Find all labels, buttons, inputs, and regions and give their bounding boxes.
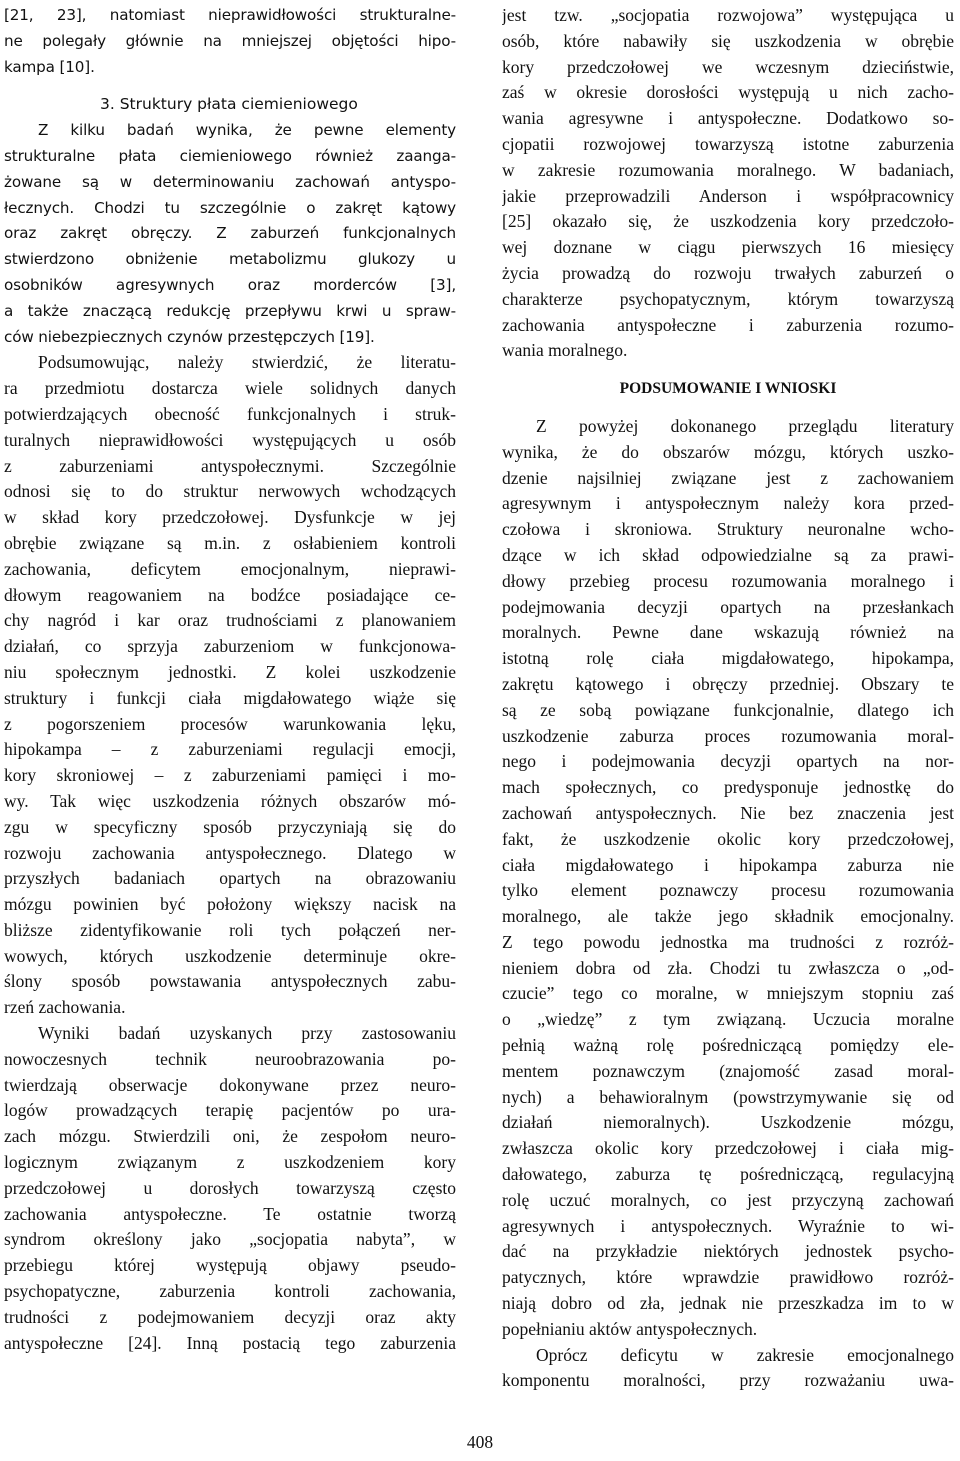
text-line: popełnianiu aktów antyspołecznych. — [502, 1318, 758, 1339]
text-line: ra przedmiotu dostarcza wiele solidnych danych — [4, 378, 456, 399]
text-line: zakrętu kątowego i obręczy przedniej. Obszary te — [502, 673, 954, 694]
text-line: zachowania, deficytem emocjonalnym, nieprawi- — [4, 558, 456, 579]
text-line: struktury i funkcji ciała migdałowatego wiąże się — [4, 687, 456, 708]
text-line: [25] okazało się, że uszkodzenia kory przedczoło- — [502, 211, 954, 232]
text-line: ne polegały głównie na mniejszej objętości hipo- — [4, 31, 456, 50]
text-line: bliższe zidentyfikowanie roli tych połączeń ner- — [4, 919, 456, 940]
text-line: wania agresywne i antyspołeczne. Dodatkowo so- — [502, 108, 954, 129]
text-line: mach społecznych, co predysponuje jednostkę do — [502, 777, 954, 798]
text-line: moralnych. Pewne dane wskazują również na — [502, 622, 954, 643]
text-line: psychopatyczne, zaburzenia kontroli zachowania, — [4, 1281, 456, 1302]
text-line: odnosi się to do struktur nerwowych wchodzących — [4, 481, 456, 502]
text-line: logów prowadzących terapię pacjentów po ura- — [4, 1100, 456, 1121]
text-line: zachowań antyspołecznych. Nie bez znaczenia jest — [502, 802, 954, 823]
text-line: dłowym reagowaniem na bodźce posiadające ce- — [4, 584, 456, 605]
text-line: jakie przeprowadzili Anderson i współpracownicy — [502, 185, 954, 206]
text-line: obrębie związane są m.in. z osłabieniem kontroli — [4, 532, 456, 553]
text-line: wowych, których uszkodzenie determinuje okre- — [4, 945, 456, 966]
text-line: dać na przykładzie niektórych jednostek psycho- — [502, 1241, 954, 1262]
text-line: a także znaczącą redukcję przepływu krwi u spraw- — [4, 301, 456, 320]
paragraph-gap — [502, 364, 954, 376]
text-line: oraz zakręt obręczy. Z zaburzeń funkcjonalnych — [4, 224, 456, 243]
text-line: osób, które nabawiły się uszkodzenia w obrębie — [502, 30, 954, 51]
text-line: o „wiedzę” z tym związaną. Uczucia moralne — [502, 1009, 954, 1030]
paragraph-gap — [502, 402, 954, 414]
text-line: chy nagród i kar oraz trudnościami z planowaniem — [4, 610, 456, 631]
text-line: rzeń zachowania. — [4, 997, 126, 1018]
text-line: pełnią ważną rolę pośredniczącą pomiędzy ele- — [502, 1035, 954, 1056]
text-line: tylko element poznawczy procesu rozumowania — [502, 880, 954, 901]
text-line: nych) a behawioralnym (powstrzymywanie się od — [502, 1086, 954, 1107]
text-line: agresywnym i antyspołecznym należy kora przed- — [502, 493, 954, 514]
text-line: Wyniki badań uzyskanych przy zastosowaniu — [38, 1023, 456, 1044]
text-line: ślony sposób powstawania antyspołecznych zabu- — [4, 971, 456, 992]
text-line: łecznych. Chodzi tu szczególnie o zakręt kątowy — [4, 198, 456, 217]
text-line: agresywnych i antyspołecznych. Wyraźnie to wi- — [502, 1215, 954, 1236]
text-line: działań, co sprzyja zaburzeniom w funkcjonowa- — [4, 636, 456, 657]
text-line: z pogorszeniem procesów warunkowania lęku, — [4, 713, 456, 734]
text-line: osobników agresywnych oraz morderców [3], — [4, 275, 456, 294]
text-line: cjopatii rozwojowej towarzyszą istotne zaburzenia — [502, 133, 954, 154]
text-line: strukturalne płata ciemieniowego również zaanga- — [4, 146, 456, 165]
text-line: logicznym związanym z uszkodzeniem kory — [4, 1152, 456, 1173]
text-line: rozwoju zachowania antyspołecznego. Dlatego w — [4, 842, 456, 863]
text-line: życia prowadzą do rozwoju trwałych zaburzeń o — [502, 262, 954, 283]
text-line: zaś w okresie dorosłości występują u nich zacho- — [502, 82, 954, 103]
text-line: czołowa i skroniowa. Struktury neuronalne wcho- — [502, 519, 954, 540]
text-line: Z powyżej dokonanego przeglądu literatury — [536, 415, 954, 436]
text-line: mentem poznawczym (znajomość zasad moral- — [502, 1060, 954, 1081]
text-line: dzące w ich skład odpowiedzialne są za prawi- — [502, 544, 954, 565]
text-line: przedczołowej u dorosłych towarzyszą często — [4, 1177, 456, 1198]
text-line: Podsumowując, należy stwierdzić, że literatu- — [38, 352, 456, 373]
text-line: kory skroniowej – z zaburzeniami pamięci i mo- — [4, 765, 456, 786]
text-line: działań niemoralnych). Uszkodzenie mózgu, — [502, 1112, 954, 1133]
text-line: stwierdzono obniżenie metabolizmu glukozy u — [4, 250, 456, 269]
text-line: zwłaszcza okolic kory przedczołowej i ciała mig- — [502, 1138, 954, 1159]
text-line: komponentu moralności, przy rozważaniu uwa- — [502, 1370, 954, 1391]
text-line: zachowania antyspołeczne i zaburzenia rozumo- — [502, 314, 954, 335]
text-line: potwierdzających obecność funkcjonalnych i struk- — [4, 403, 456, 424]
text-line: podejmowania decyzji opartych na przesłankach — [502, 596, 954, 617]
text-line: patycznych, które wprawdzie prawidłowo rozróż- — [502, 1267, 954, 1288]
page-number: 408 — [466, 1432, 494, 1452]
text-line: wania moralnego. — [502, 340, 628, 361]
text-line: moralnego, ale także jego składnik emocjonalny. — [502, 906, 954, 927]
right-column — [502, 3, 954, 1394]
text-line: ciała migdałowatego i hipokampa zaburza nie — [502, 854, 954, 875]
text-line: nowoczesnych technik neuroobrazowania po- — [4, 1048, 456, 1069]
text-line: wynika, że do obszarów mózgu, których uszko- — [502, 441, 954, 462]
text-line: antyspołeczne [24]. Inną postacią tego zaburzenia — [4, 1332, 456, 1353]
text-line: zgu w specyficzny sposób przyczyniają się do — [4, 816, 456, 837]
text-line: 3. Struktury płata ciemieniowego — [100, 95, 358, 114]
text-line: twierdzają obserwacje dokonywane przez neuro- — [4, 1074, 456, 1095]
text-line: dałowatego, zaburza tę pośredniczącą, regulacyjną — [502, 1164, 954, 1185]
text-line: PODSUMOWANIE I WNIOSKI — [619, 380, 837, 398]
text-line: dłowy przebieg procesu rozumowania moralnego i — [502, 570, 954, 591]
text-line: fakt, że uszkodzenie okolic kory przedczołowej, — [502, 828, 954, 849]
text-line: mózgu powinien być położony większy nacisk na — [4, 894, 456, 915]
text-line: istotną rolę ciała migdałowatego, hipokampa, — [502, 648, 954, 669]
text-line: nieniem dobra od zła. Chodzi tu zwłaszcza o „od- — [502, 957, 954, 978]
text-line: turalnych nieprawidłowości występujących u osób — [4, 429, 456, 450]
text-line: uszkodzenie zaburza proces rozumowania moral- — [502, 725, 954, 746]
text-line: w zakresie rozumowania moralnego. W badaniach, — [502, 159, 954, 180]
left-column — [4, 3, 456, 1356]
text-line: trudności z podejmowaniem decyzji oraz akty — [4, 1306, 456, 1327]
text-line: kory przedczołowej we wczesnym dzieciństwie, — [502, 56, 954, 77]
text-line: Oprócz deficytu w zakresie emocjonalnego — [536, 1344, 954, 1365]
text-line: są ze sobą powiązane funkcjonalnie, dlatego ich — [502, 699, 954, 720]
text-line: przebiegu której występują objawy pseudo- — [4, 1255, 456, 1276]
text-line: przyszłych badaniach opartych na obrazowaniu — [4, 868, 456, 889]
text-line: zach mózgu. Stwierdzili oni, że zespołom neuro- — [4, 1126, 456, 1147]
text-line: wej doznane w ciągu pierwszych 16 miesięcy — [502, 237, 954, 258]
text-line: wy. Tak więc uszkodzenia różnych obszarów mó- — [4, 790, 456, 811]
text-line: niu społecznym jednostki. Z kolei uszkodzenie — [4, 661, 456, 682]
text-line: ców niebezpiecznych czynów przestępczych [19]. — [4, 327, 375, 346]
text-line: rolę uczuć moralnych, co jest przyczyną zachowań — [502, 1189, 954, 1210]
text-line: jest tzw. „socjopatia rozwojowa” występująca u — [502, 5, 954, 25]
text-line: hipokampa – z zaburzeniami regulacji emocji, — [4, 739, 456, 760]
text-line: dzenie najsilniej związane jest z zachowaniem — [502, 467, 954, 488]
text-line: [21, 23], natomiast nieprawidłowości strukturalne- — [4, 6, 456, 24]
text-line: syndrom określony jako „socjopatia nabyta”, w — [4, 1229, 456, 1250]
text-line: w skład kory przedczołowej. Dysfunkcje w jej — [4, 507, 456, 528]
text-line: zachowania antyspołeczne. Te ostatnie tworzą — [4, 1203, 456, 1224]
text-line: charakterze psychopatycznym, którym towarzyszą — [502, 288, 954, 309]
text-line: z zaburzeniami antyspołecznymi. Szczególnie — [4, 455, 456, 476]
text-line: Z kilku badań wynika, że pewne elementy — [38, 121, 456, 140]
text-line: kampa [10]. — [4, 57, 95, 76]
paragraph-gap — [4, 80, 456, 92]
text-line: czucie” tego co moralne, w mniejszym stopniu zaś — [502, 983, 954, 1004]
text-line: niają dobro od zła, jednak nie przeszkadza im to w — [502, 1293, 954, 1314]
text-line: Z tego powodu jednostka ma trudności z rozróż- — [502, 931, 954, 952]
text-line: nego i podejmowania decyzji opartych na nor- — [502, 751, 954, 772]
text-line: żowane są w determinowaniu zachowań antyspo- — [4, 172, 456, 191]
